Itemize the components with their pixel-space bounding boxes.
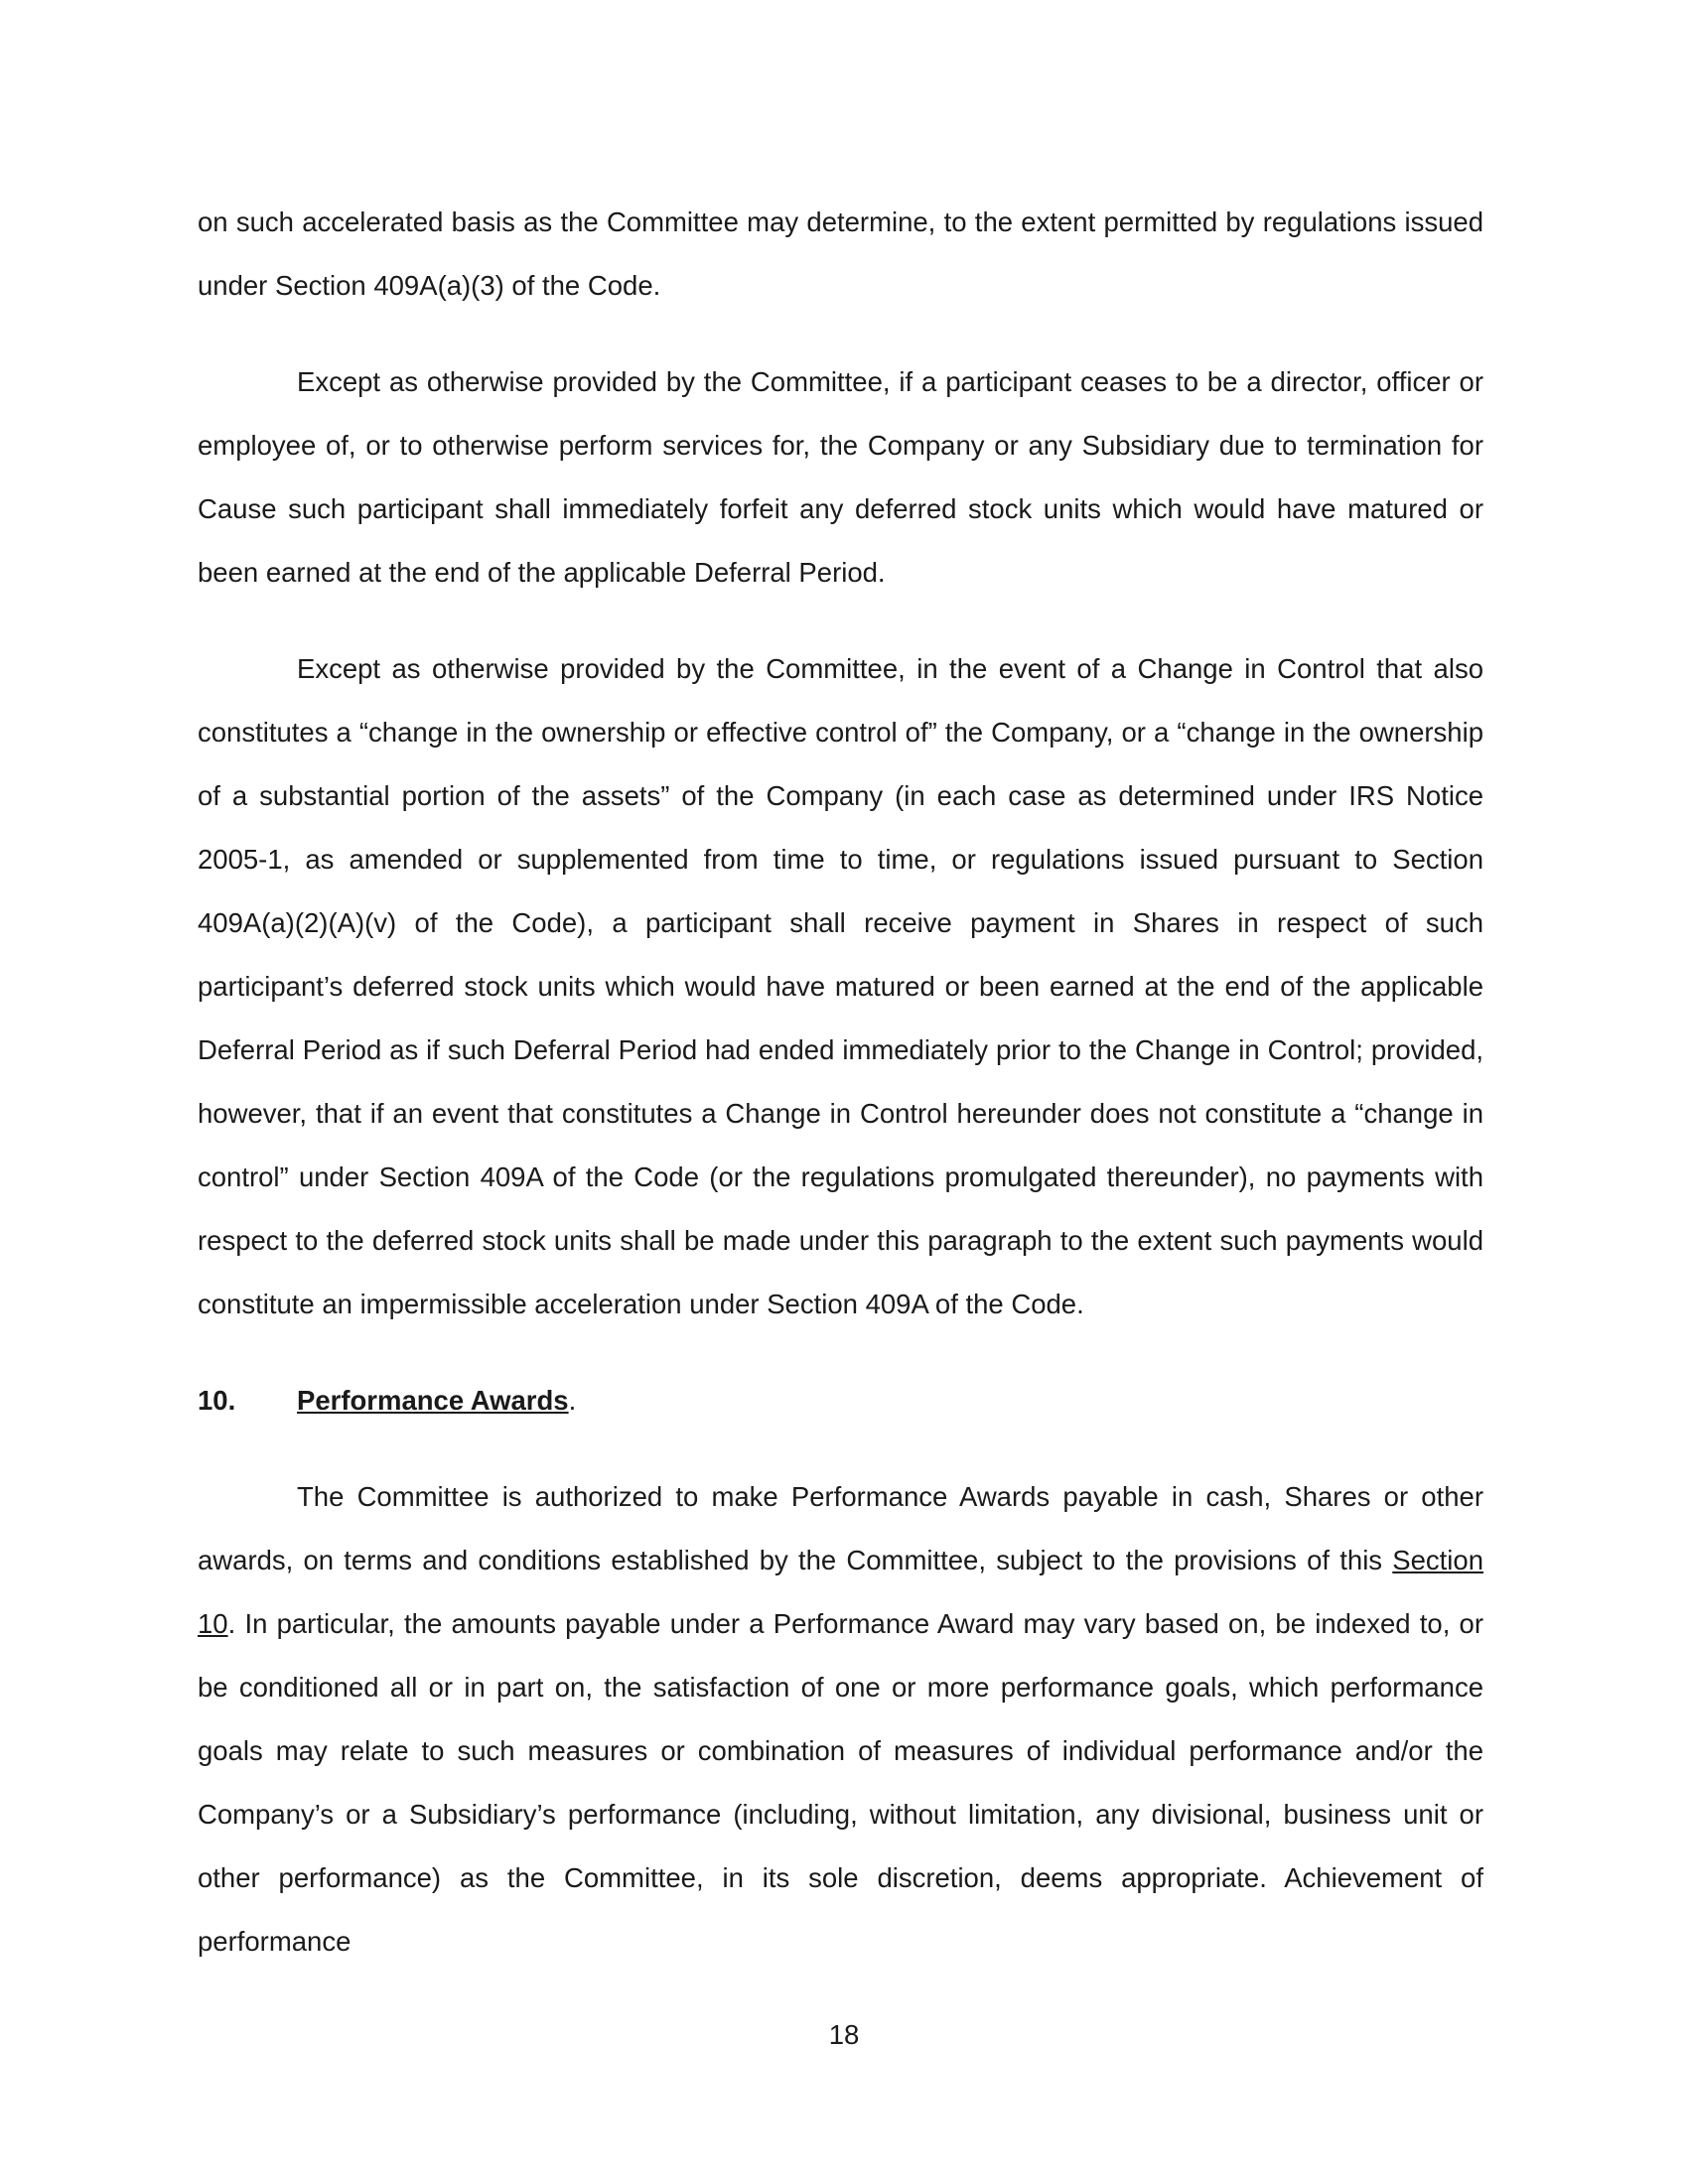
paragraph-gap xyxy=(198,1336,1483,1369)
paragraph-gap xyxy=(198,605,1483,637)
document-page xyxy=(198,191,1483,1974)
section-reference: Section 10 xyxy=(198,1545,1483,1639)
paragraph-gap xyxy=(198,318,1483,350)
paragraph-change-in-control: Except as otherwise provided by the Committee, in the event of a Change in Control that also constitutes a “change in the ownership or effective control of” the Company, or a “change in the ownership of a substantial portion of the assets” of the Company (in each case as determined under IRS Notice 2005-1, as amended or supplemented from time to time, or regulations issued pursuant to Section 409A(a)(2)(A)(v) of the Code), a participant shall receive payment in Shares in respect of such participant’s deferred stock units which would have matured or been earned at the end of the applicable Deferral Period as if such Deferral Period had ended immediately prior to the Change in Control; provided, however, that if an event that constitutes a Change in Control hereunder does not constitute a “change in control” under Section 409A of the Code (or the regulations promulgated thereunder), no payments with respect to the deferred stock units shall be made under this paragraph to the extent such payments would constitute an impermissible acceleration under Section 409A of the Code. xyxy=(198,653,1483,1319)
paragraph-text: The Committee is authorized to make Performance Awards payable in cash, Shares or other awards, on terms and conditions established by the Committee, subject to the provisions of this xyxy=(198,1481,1483,1575)
paragraph-termination-for-cause: Except as otherwise provided by the Committee, if a participant ceases to be a director, officer or employee of, or to otherwise perform services for, the Company or any Subsidiary due to termination for Cause such participant shall immediately forfeit any deferred stock units which would have matured or been earned at the end of the applicable Deferral Period. xyxy=(198,366,1483,588)
paragraph-text: . In particular, the amounts payable under a Performance Award may vary based on, be indexed to, or be conditioned all or in part on, the satisfaction of one or more performance goals, which performance goals may relate to such measures or combination of measures of individual performance and/or the Company’s or a Subsidiary’s performance (including, without limitation, any divisional, business unit or other performance) as the Committee, in its sole discretion, deems appropriate. Achievement of performance xyxy=(198,1608,1483,1957)
paragraph-gap xyxy=(198,1433,1483,1465)
section-number: 10. xyxy=(198,1385,236,1416)
paragraph-performance-awards xyxy=(198,1465,1483,1974)
section-title: Performance Awards xyxy=(297,1385,569,1416)
section-heading xyxy=(198,1369,1483,1433)
page-number: 18 xyxy=(828,2019,860,2050)
paragraph-accelerated-basis: on such accelerated basis as the Committee may determine, to the extent permitted by regulations issued under Section 409A(a)(3) of the Code. xyxy=(198,206,1483,301)
section-title-period: . xyxy=(568,1385,577,1416)
